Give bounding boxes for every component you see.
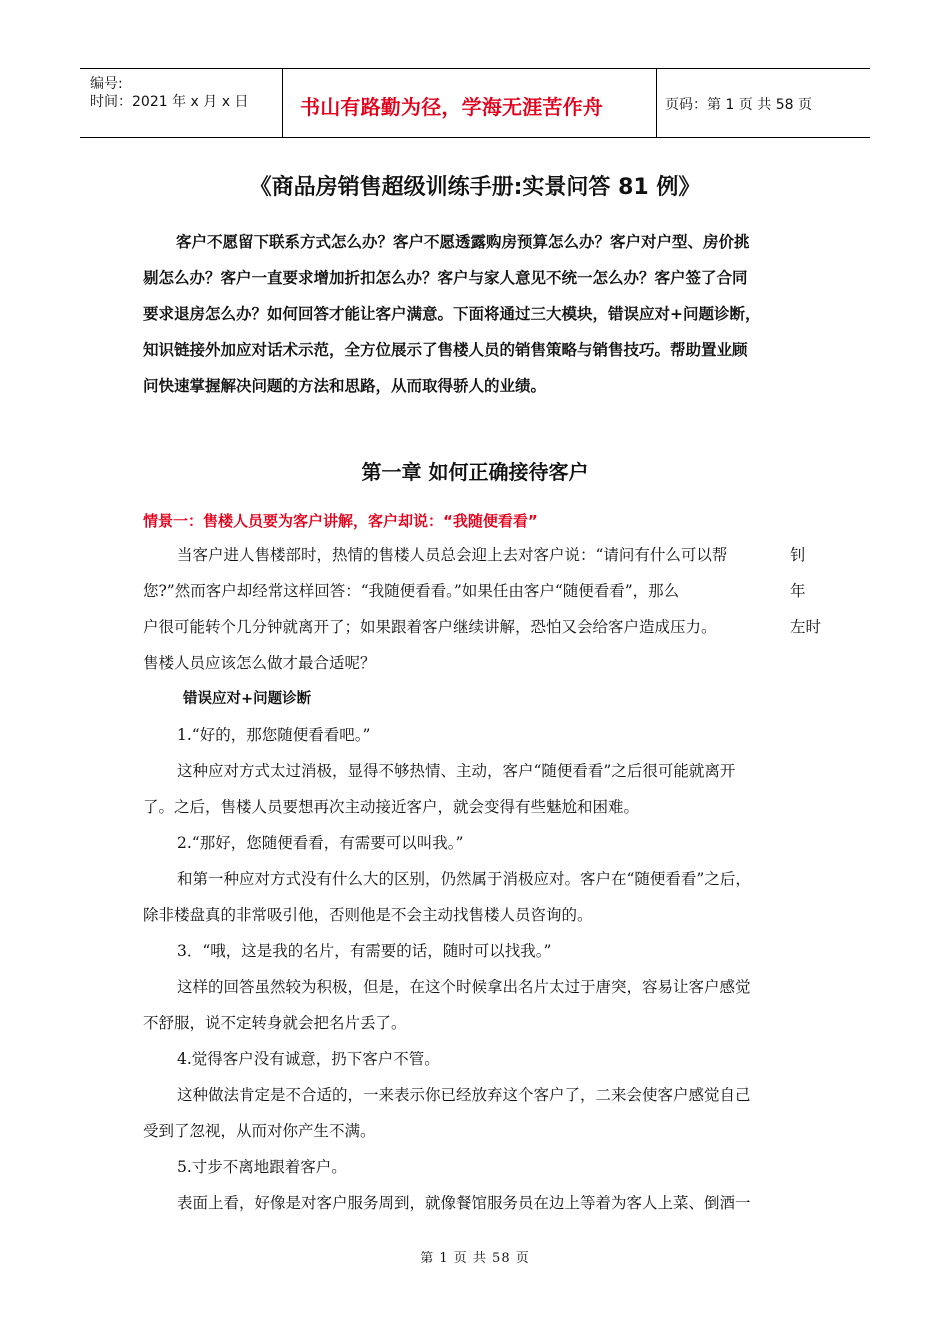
body-line: 这样的回答虽然较为积极，但是，在这个时候拿出名片太过于唐突，容易让客户感觉 xyxy=(177,978,751,996)
body-text xyxy=(143,537,823,1221)
header-page-info: 页码：第 1 页 共 58 页 xyxy=(665,97,812,113)
chapter-heading: 第一章 如何正确接待客户 xyxy=(361,460,589,484)
intro-line: 知识链接外加应对话术示范，全方位展示了售楼人员的销售策略与销售技巧。帮助置业顾 xyxy=(143,341,748,359)
body-line: 1.“好的，那您随便看看吧。” xyxy=(177,726,371,744)
body-line: 4.觉得客户没有诚意，扔下客户不管。 xyxy=(177,1050,440,1068)
body-line: 这种做法肯定是不合适的，一来表示你已经放弃这个客户了，二来会使客户感觉自己 xyxy=(177,1086,751,1104)
margin-fragment: 年 xyxy=(790,582,806,600)
intro-line: 要求退房怎么办？如何回答才能让客户满意。下面将通过三大模块，错误应对+问题诊断， xyxy=(143,305,761,323)
intro-line: 客户不愿留下联系方式怎么办？客户不愿透露购房预算怎么办？客户对户型、房价挑 xyxy=(176,233,750,251)
body-line: 3．“哦，这是我的名片，有需要的话，随时可以找我。” xyxy=(177,942,552,960)
body-line: 了。之后，售楼人员要想再次主动接近客户，就会变得有些魅尬和困难。 xyxy=(143,798,640,816)
body-line: 当客户进人售楼部时，热情的售楼人员总会迎上去对客户说：“请问有什么可以帮 xyxy=(177,546,728,564)
body-line: 2.“那好，您随便看看，有需要可以叫我。” xyxy=(177,834,464,852)
margin-fragment: 左时 xyxy=(790,618,822,636)
intro-paragraph xyxy=(143,224,808,404)
body-line: 您?”然而客户却经常这样回答：“我随便看看。”如果任由客户“随便看看”，那么 xyxy=(143,582,680,600)
document-date-label: 时间：2021 年 x 月 x 日 xyxy=(90,94,249,110)
margin-fragment: 钊 xyxy=(790,546,806,564)
body-line: 这种应对方式太过消极，显得不够热情、主动，客户“随便看看”之后很可能就离开 xyxy=(177,762,736,780)
header-motto: 书山有路勤为径，学海无涯苦作舟 xyxy=(300,95,603,119)
page-footer: 第 1 页 共 58 页 xyxy=(420,1251,530,1266)
body-line: 5.寸步不离地跟着客户。 xyxy=(177,1158,347,1176)
margin-fragments xyxy=(790,537,821,645)
document-number-label: 编号: xyxy=(90,76,123,92)
body-line: 和第一种应对方式没有什么大的区别，仍然属于消极应对。客户在“随便看看”之后， xyxy=(177,870,751,888)
body-line: 受到了忽视，从而对你产生不满。 xyxy=(143,1122,376,1140)
header-page-cell xyxy=(657,69,870,137)
intro-line: 剔怎么办？客户一直要求增加折扣怎么办？客户与家人意见不统一怎么办？客户签了合同 xyxy=(143,269,748,287)
body-line: 户很可能转个几分钟就离开了；如果跟着客户继续讲解，恐怕又会给客户造成压力。 xyxy=(143,618,717,636)
intro-line: 问快速掌握解决问题的方法和思路，从而取得骄人的业绩。 xyxy=(143,377,547,395)
body-line: 除非楼盘真的非常吸引他，否则他是不会主动找售楼人员咨询的。 xyxy=(143,906,593,924)
body-line: 不舒服，说不定转身就会把名片丢了。 xyxy=(143,1014,407,1032)
page-header xyxy=(80,68,870,138)
body-line: 售楼人员应该怎么做才最合适呢？ xyxy=(143,654,376,672)
body-line: 表面上看，好像是对客户服务周到，就像餐馆服务员在边上等着为客人上菜、倒酒一 xyxy=(177,1194,751,1212)
document-title: 《商品房销售超级训练手册:实景问答 81 例》 xyxy=(249,175,701,200)
scene-heading: 情景一：售楼人员要为客户讲解，客户却说：“我随便看看” xyxy=(143,512,538,530)
section-subheading: 错误应对+问题诊断 xyxy=(183,691,312,707)
header-meta-cell xyxy=(80,69,283,137)
header-motto-cell xyxy=(283,69,657,137)
